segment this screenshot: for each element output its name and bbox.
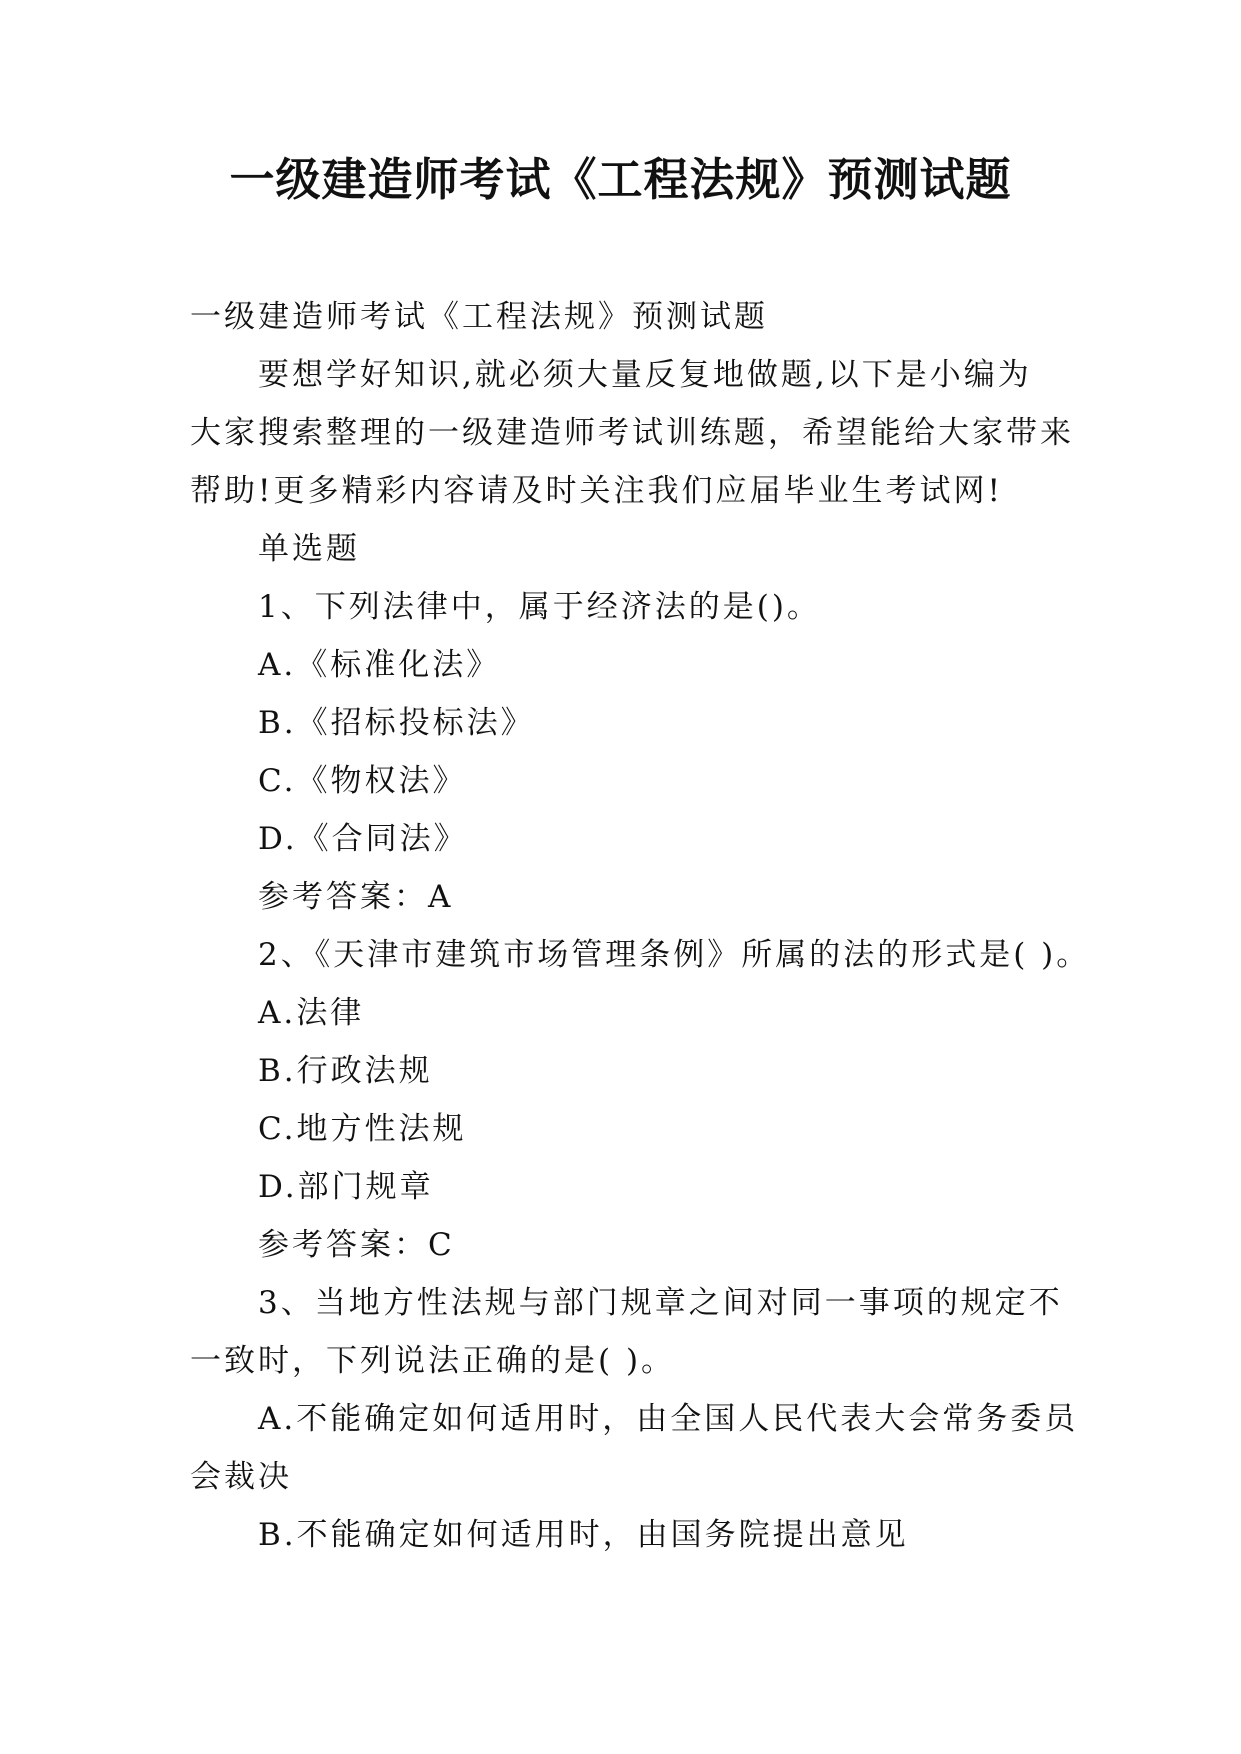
question-3-option-a: A.不能确定如何适用时，由全国人民代表大会常务委员 <box>258 1401 1079 1437</box>
question-1-option-c: C.《物权法》 <box>258 763 467 799</box>
question-3: 3、当地方性法规与部门规章之间对同一事项的规定不 <box>258 1285 1063 1321</box>
question-2-option-b: B.行政法规 <box>258 1053 433 1089</box>
question-2-option-d: D.部门规章 <box>258 1169 434 1205</box>
question-3-continued: 一致时，下列说法正确的是( )。 <box>190 1343 676 1379</box>
question-2: 2、《天津市建筑市场管理条例》所属的法的形式是( )。 <box>258 937 1091 973</box>
body-line: 要想学好知识,就必须大量反复地做题,以下是小编为 <box>258 357 1032 393</box>
document-title: 一级建造师考试《工程法规》预测试题 <box>229 153 1012 206</box>
question-2-answer: 参考答案：C <box>258 1227 455 1263</box>
document-body <box>190 288 1091 1564</box>
question-1-option-a: A.《标准化法》 <box>258 647 501 683</box>
question-1-option-d: D.《合同法》 <box>258 821 468 857</box>
question-2-option-c: C.地方性法规 <box>258 1111 467 1147</box>
question-3-option-b: B.不能确定如何适用时，由国务院提出意见 <box>258 1517 909 1553</box>
body-line: 一级建造师考试《工程法规》预测试题 <box>190 299 768 335</box>
question-2-option-a: A.法律 <box>258 995 365 1031</box>
question-3-option-a-continued: 会裁决 <box>190 1459 292 1495</box>
body-line: 帮助!更多精彩内容请及时关注我们应届毕业生考试网! <box>190 473 1003 509</box>
question-1-option-b: B.《招标投标法》 <box>258 705 535 741</box>
section-heading: 单选题 <box>258 531 360 567</box>
body-line: 大家搜索整理的一级建造师考试训练题，希望能给大家带来 <box>190 415 1074 451</box>
question-1-answer: 参考答案：A <box>258 879 454 915</box>
question-1: 1、下列法律中，属于经济法的是()。 <box>258 589 821 625</box>
